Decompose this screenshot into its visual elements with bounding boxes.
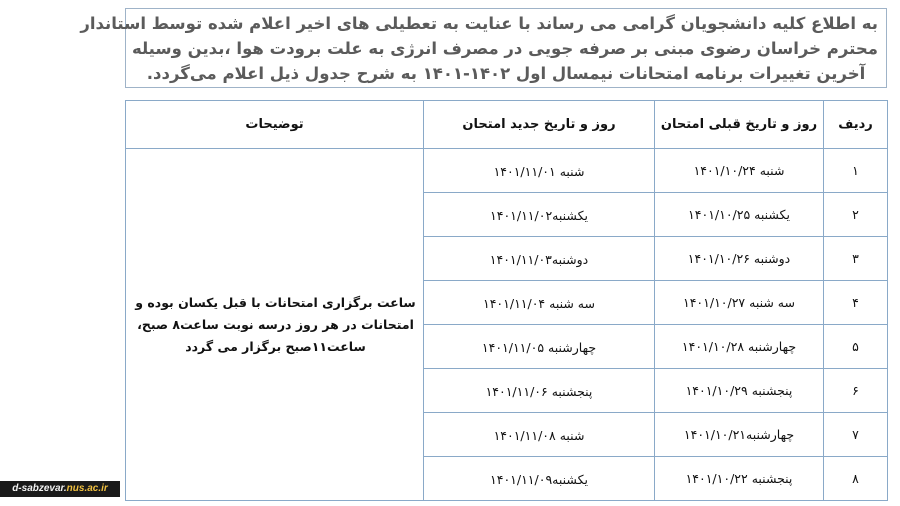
previous-date: دوشنبه ۱۴۰۱/۱۰/۲۶ bbox=[655, 237, 824, 281]
announcement-line-3: آخرین تغییرات برنامه امتحانات نیمسال اول ۱۴۰۲-۱۴۰۱ به شرح جدول ذیل اعلام می‌گردد. bbox=[146, 64, 866, 83]
previous-date: پنجشنبه ۱۴۰۱/۱۰/۲۹ bbox=[655, 369, 824, 413]
new-date: چهارشنبه ۱۴۰۱/۱۱/۰۵ bbox=[424, 325, 655, 369]
announcement-box bbox=[80, 8, 887, 88]
watermark-accent: nus.ac.ir bbox=[66, 483, 108, 494]
new-date: پنجشنبه ۱۴۰۱/۱۱/۰۶ bbox=[424, 369, 655, 413]
header-previous-date: روز و تاریخ قبلی امتحان bbox=[655, 101, 824, 149]
announcement-line-1: به اطلاع کلیه دانشجویان گرامی می رساند با عنایت به تعطیلی های اخیر اعلام شده توسط استاندار bbox=[80, 14, 878, 33]
row-number: ۶ bbox=[824, 369, 888, 413]
new-date: شنبه ۱۴۰۱/۱۱/۰۱ bbox=[424, 149, 655, 193]
table-row bbox=[126, 149, 888, 193]
previous-date: سه شنبه ۱۴۰۱/۱۰/۲۷ bbox=[655, 281, 824, 325]
notes-cell: ساعت برگزاری امتحانات با قبل یکسان بوده و امتحانات در هر روز درسه نوبت ساعت۸ صبح، ساعت۱۱صبح برگزار می گردد bbox=[126, 149, 424, 501]
header-new-date: روز و تاریخ جدید امتحان bbox=[424, 101, 655, 149]
previous-date: چهارشنبه۱۴۰۱/۱۰/۲۱ bbox=[655, 413, 824, 457]
header-radif: ردیف bbox=[824, 101, 888, 149]
previous-date: شنبه ۱۴۰۱/۱۰/۲۴ bbox=[655, 149, 824, 193]
exam-schedule-table bbox=[125, 100, 888, 501]
row-number: ۳ bbox=[824, 237, 888, 281]
new-date: سه شنبه ۱۴۰۱/۱۱/۰۴ bbox=[424, 281, 655, 325]
new-date: دوشنبه۱۴۰۱/۱۱/۰۳ bbox=[424, 237, 655, 281]
row-number: ۴ bbox=[824, 281, 888, 325]
header-notes: توضیحات bbox=[126, 101, 424, 149]
row-number: ۸ bbox=[824, 457, 888, 501]
site-watermark bbox=[0, 481, 120, 497]
new-date: شنبه ۱۴۰۱/۱۱/۰۸ bbox=[424, 413, 655, 457]
previous-date: پنجشنبه ۱۴۰۱/۱۰/۲۲ bbox=[655, 457, 824, 501]
announcement-line-2: محترم خراسان رضوی مبنی بر صرفه جویی در مصرف انرژی به علت برودت هوا ،بدین وسیله bbox=[131, 39, 878, 58]
row-number: ۲ bbox=[824, 193, 888, 237]
table-header-row bbox=[126, 101, 888, 149]
new-date: یکشنبه۱۴۰۱/۱۱/۰۹ bbox=[424, 457, 655, 501]
row-number: ۱ bbox=[824, 149, 888, 193]
previous-date: یکشنبه ۱۴۰۱/۱۰/۲۵ bbox=[655, 193, 824, 237]
row-number: ۵ bbox=[824, 325, 888, 369]
row-number: ۷ bbox=[824, 413, 888, 457]
new-date: یکشنبه۱۴۰۱/۱۱/۰۲ bbox=[424, 193, 655, 237]
previous-date: چهارشنبه ۱۴۰۱/۱۰/۲۸ bbox=[655, 325, 824, 369]
watermark-prefix: d-sabzevar. bbox=[12, 483, 67, 494]
